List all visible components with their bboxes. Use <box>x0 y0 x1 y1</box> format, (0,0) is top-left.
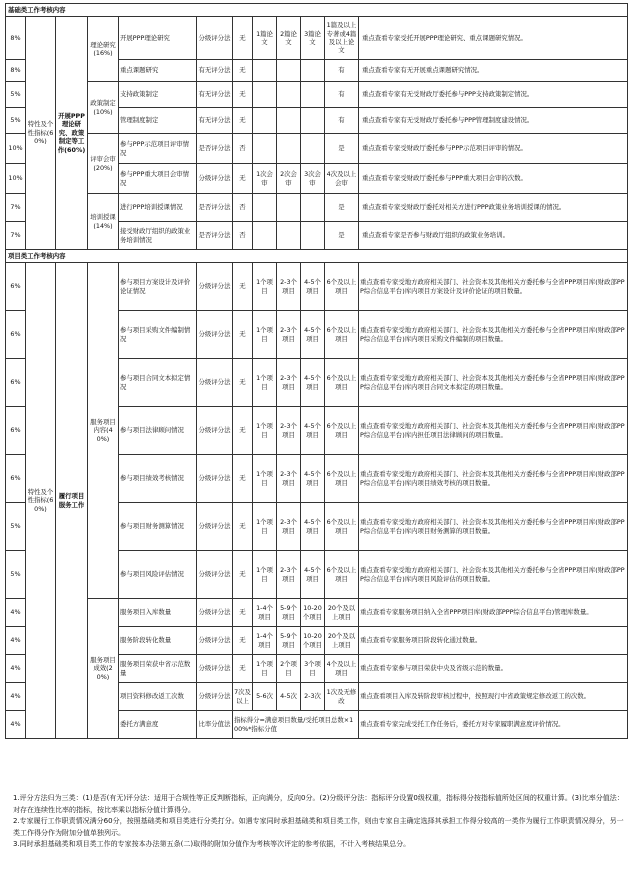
score-cell: 10-20个项目 <box>301 599 325 627</box>
score-cell: 有 <box>325 82 359 108</box>
group-cell: 服务项目成效(20%) <box>88 599 119 739</box>
score-cell <box>277 60 301 82</box>
score-cell: 6个及以上项目 <box>325 503 359 551</box>
note-3: 3.同时承担基础类和项目类工作的专家按本办法第五条(二)取得的附加分值作为考核等次评定的参考依据，不计入考核结果总分。 <box>13 840 411 848</box>
standard-cell: 重点查看专家受地方政府相关部门、社会资本及其他相关方委托参与全省PPP项目库(财政部PPP综合信息平台)库内项目风险评估的项目数量。 <box>359 551 628 599</box>
score-cell: 6个及以上项目 <box>325 311 359 359</box>
score-cell: 无 <box>233 551 253 599</box>
score-cell: 3次会审 <box>301 164 325 194</box>
standard-cell: 重点查看专家服务项目阶段转化通过数量。 <box>359 627 628 655</box>
method-cell: 分级评分法 <box>197 655 233 683</box>
method-cell: 是否评分法 <box>197 222 233 250</box>
item-cell: 重点课题研究 <box>119 60 197 82</box>
weight-cell: 4% <box>6 655 26 683</box>
score-cell: 无 <box>233 627 253 655</box>
weight-cell: 7% <box>6 222 26 250</box>
score-cell: 4-5个项目 <box>301 503 325 551</box>
score-cell: 6个及以上项目 <box>325 263 359 311</box>
score-cell: 5-9个项目 <box>277 599 301 627</box>
score-cell: 1个项目 <box>253 359 277 407</box>
note-2: 2.专家履行工作职责情况满分60分，按照基础类和项目类进行分类打分。如遇专家同时承担基础类和项目类工作，则由专家自主确定选择其承担工作得分较高的一类作为履行工作职责情况得分，另一类工作得分作为附加分值单独列示。 <box>13 817 624 837</box>
item-cell: 参与PPP重大项目会审情况 <box>119 164 197 194</box>
score-cell: 2-3个项目 <box>277 359 301 407</box>
score-cell: 2-3次 <box>301 683 325 711</box>
score-cell: 无 <box>233 359 253 407</box>
weight-cell: 4% <box>6 627 26 655</box>
standard-cell: 重点查看专家是否参与财政厅组织的政策业务培训。 <box>359 222 628 250</box>
assessment-table <box>5 3 628 739</box>
score-cell <box>301 222 325 250</box>
weight-cell: 8% <box>6 60 26 82</box>
item-cell: 进行PPP培训授课情况 <box>119 194 197 222</box>
score-cell: 无 <box>233 60 253 82</box>
score-cell: 1-4个项目 <box>253 627 277 655</box>
score-cell: 1个项目 <box>253 655 277 683</box>
weight-cell: 8% <box>6 17 26 60</box>
score-cell: 有 <box>325 108 359 134</box>
score-cell: 2-3个项目 <box>277 311 301 359</box>
score-cell: 无 <box>233 17 253 60</box>
method-cell: 比率分值法 <box>197 711 233 739</box>
group-cell: 政策制定(10%) <box>88 82 119 134</box>
score-cell <box>277 108 301 134</box>
note-1: 1.评分方法归为三类：(1)是否(有无)评分法：适用于合规性等正反判断指标，正向满分，反向0分。(2)分级评分法：指标评分设置0级权重，指标得分按指标值所处区间的权重计算。(3)比率分值法：对存在连续性比率的指标，按比率乘以指标分值计算得分。 <box>13 794 624 814</box>
score-cell <box>253 108 277 134</box>
score-cell: 1个项目 <box>253 455 277 503</box>
score-cell: 2-3个项目 <box>277 503 301 551</box>
score-cell: 无 <box>233 655 253 683</box>
score-cell <box>253 82 277 108</box>
score-cell: 无 <box>233 407 253 455</box>
score-cell: 6个及以上项目 <box>325 407 359 455</box>
weight-cell: 10% <box>6 134 26 164</box>
standard-cell: 重点查看专家受地方政府相关部门、社会资本及其他相关方委托参与全省PPP项目库(财政部PPP综合信息平台)库内项目采购文件编制的项目数量。 <box>359 311 628 359</box>
item-cell: 开展PPP理论研究 <box>119 17 197 60</box>
score-cell: 无 <box>233 263 253 311</box>
standard-cell: 重点查看项目入库及转阶段审核过程中，按照现行中省政策规定修改返工的次数。 <box>359 683 628 711</box>
weight-cell: 6% <box>6 263 26 311</box>
method-cell: 有无评分法 <box>197 108 233 134</box>
score-cell: 4-5个项目 <box>301 407 325 455</box>
standard-cell: 重点查看专家参与项目荣获中央及省级示范的数量。 <box>359 655 628 683</box>
score-cell: 3篇论文 <box>301 17 325 60</box>
method-cell: 分级评分法 <box>197 359 233 407</box>
weight-cell: 4% <box>6 599 26 627</box>
score-cell <box>253 194 277 222</box>
method-cell: 分级评分法 <box>197 599 233 627</box>
score-cell: 2篇论文 <box>277 17 301 60</box>
group-cell: 理论研究(16%) <box>88 17 119 82</box>
score-cell: 4-5个项目 <box>301 455 325 503</box>
method-cell: 分级评分法 <box>197 551 233 599</box>
method-cell: 是否评分法 <box>197 194 233 222</box>
weight-cell: 4% <box>6 683 26 711</box>
standard-cell: 重点查看专家受地方政府相关部门、社会资本及其他相关方委托参与全省PPP项目库(财政部PPP综合信息平台)库内项目财务测算的项目数量。 <box>359 503 628 551</box>
standard-cell: 重点查看专家受财政厅委托参与PPP示范项目评审的情况。 <box>359 134 628 164</box>
score-cell: 无 <box>233 108 253 134</box>
score-cell: 4-5次 <box>277 683 301 711</box>
item-cell: 接受财政厅组织的政策业务培训情况 <box>119 222 197 250</box>
weight-cell: 6% <box>6 455 26 503</box>
score-cell <box>277 194 301 222</box>
score-cell: 是 <box>325 134 359 164</box>
score-cell: 6个及以上项目 <box>325 359 359 407</box>
score-cell: 2-3个项目 <box>277 407 301 455</box>
method-cell: 分级评分法 <box>197 407 233 455</box>
score-cell <box>301 108 325 134</box>
score-cell: 无 <box>233 455 253 503</box>
method-cell: 分级评分法 <box>197 263 233 311</box>
score-cell: 4-5个项目 <box>301 359 325 407</box>
score-cell: 4-5个项目 <box>301 551 325 599</box>
method-cell: 分级评分法 <box>197 17 233 60</box>
score-cell <box>253 222 277 250</box>
score-cell <box>253 60 277 82</box>
standard-cell: 重点查看专家受地方政府相关部门、社会资本及其他相关方委托参与全省PPP项目库(财政部PPP综合信息平台)库内担任项目法律顾问的项目数量。 <box>359 407 628 455</box>
score-cell: 无 <box>233 164 253 194</box>
score-cell: 20个及以上项目 <box>325 599 359 627</box>
group-cell: 服务项目内容(40%) <box>88 263 119 599</box>
score-cell: 1-4个项目 <box>253 599 277 627</box>
standard-cell: 重点查看专家受地方政府相关部门、社会资本及其他相关方委托参与全省PPP项目库(财政部PPP综合信息平台)库内项目方案设计及评价论证的项目数量。 <box>359 263 628 311</box>
weight-cell: 5% <box>6 82 26 108</box>
score-cell: 6个及以上项目 <box>325 551 359 599</box>
standard-cell: 重点查看专家受地方政府相关部门、社会资本及其他相关方委托参与全省PPP项目库(财政部PPP综合信息平台)库内项目合同文本拟定的项目数量。 <box>359 359 628 407</box>
score-cell: 1篇论文 <box>253 17 277 60</box>
score-cell: 2-3个项目 <box>277 455 301 503</box>
item-cell: 支持政策制定 <box>119 82 197 108</box>
score-cell <box>277 134 301 164</box>
score-cell: 否 <box>233 134 253 164</box>
score-cell: 2次会审 <box>277 164 301 194</box>
score-cell: 无 <box>233 599 253 627</box>
group-cell: 评审会审(20%) <box>88 134 119 194</box>
item-cell: 参与项目法律顾问情况 <box>119 407 197 455</box>
score-cell: 10-20个项目 <box>301 627 325 655</box>
item-cell: 项目资料修改返工次数 <box>119 683 197 711</box>
category-cell: 履行项目服务工作 <box>56 263 88 739</box>
score-cell: 4次及以上会审 <box>325 164 359 194</box>
standard-cell: 重点查看专家受财政厅委托参与PPP重大项目会审的次数。 <box>359 164 628 194</box>
weight-cell: 4% <box>6 711 26 739</box>
item-cell: 参与项目绩效考核情况 <box>119 455 197 503</box>
item-cell: 参与项目财务测算情况 <box>119 503 197 551</box>
score-cell <box>301 134 325 164</box>
score-cell: 7次及以上 <box>233 683 253 711</box>
method-cell: 分级评分法 <box>197 311 233 359</box>
basic-section-header: 基础类工作考核内容 <box>6 4 628 17</box>
score-cell: 否 <box>233 222 253 250</box>
score-cell: 无 <box>233 311 253 359</box>
score-cell: 4个及以上项目 <box>325 655 359 683</box>
score-cell <box>253 134 277 164</box>
standard-cell: 重点查看专家服务项目纳入全省PPP项目库(财政部PPP综合信息平台)管理库数量。 <box>359 599 628 627</box>
item-cell: 参与PPP示范项目评审情况 <box>119 134 197 164</box>
item-cell: 参与项目方案设计及评价论证情况 <box>119 263 197 311</box>
item-cell: 参与项目采购文件编制情况 <box>119 311 197 359</box>
score-cell: 1次及无修改 <box>325 683 359 711</box>
score-cell: 是 <box>325 194 359 222</box>
group-cell: 培训授课(14%) <box>88 194 119 250</box>
weight-cell: 6% <box>6 359 26 407</box>
score-cell: 3个项目 <box>301 655 325 683</box>
method-cell: 分级评分法 <box>197 455 233 503</box>
score-cell <box>301 60 325 82</box>
standard-cell: 重点查看专家受托开展PPP理论研究、重点课题研究情况。 <box>359 17 628 60</box>
weight-cell: 6% <box>6 311 26 359</box>
score-cell: 无 <box>233 503 253 551</box>
project-section-header: 项目类工作考核内容 <box>6 250 628 263</box>
standard-cell: 重点查看专家完成受托工作任务后，委托方对专家履职满意度评价情况。 <box>359 711 628 739</box>
score-cell: 1个项目 <box>253 407 277 455</box>
score-cell <box>301 194 325 222</box>
item-cell: 服务项目入库数量 <box>119 599 197 627</box>
score-cell: 1个项目 <box>253 503 277 551</box>
score-cell: 是 <box>325 222 359 250</box>
standard-cell: 重点查看专家有无受财政厅委托参与PPP管理制度建设情况。 <box>359 108 628 134</box>
method-cell: 分级评分法 <box>197 503 233 551</box>
score-cell: 4-5个项目 <box>301 311 325 359</box>
item-cell: 委托方满意度 <box>119 711 197 739</box>
weight-cell: 6% <box>6 407 26 455</box>
score-cell: 1篇及以上专著或4篇及以上论文 <box>325 17 359 60</box>
score-cell <box>301 82 325 108</box>
weight-cell: 5% <box>6 551 26 599</box>
method-cell: 分级评分法 <box>197 164 233 194</box>
method-cell: 有无评分法 <box>197 82 233 108</box>
score-cell: 有 <box>325 60 359 82</box>
standard-cell: 重点查看专家有无开展重点课题研究情况。 <box>359 60 628 82</box>
score-cell <box>277 82 301 108</box>
score-cell: 1次会审 <box>253 164 277 194</box>
item-cell: 管理制度制定 <box>119 108 197 134</box>
score-cell: 无 <box>233 82 253 108</box>
score-cell: 否 <box>233 194 253 222</box>
score-cell: 2-3个项目 <box>277 263 301 311</box>
score-cell: 20个及以上项目 <box>325 627 359 655</box>
weight-cell: 7% <box>6 194 26 222</box>
weight-cell: 5% <box>6 108 26 134</box>
item-cell: 参与项目合同文本拟定情况 <box>119 359 197 407</box>
score-cell: 4-5个项目 <box>301 263 325 311</box>
score-cell: 1个项目 <box>253 263 277 311</box>
score-cell: 2-3个项目 <box>277 551 301 599</box>
score-cell: 5-9个项目 <box>277 627 301 655</box>
method-cell: 是否评分法 <box>197 134 233 164</box>
formula-cell: 指标得分=满意项目数量/受托项目总数×100%*指标分值 <box>233 711 359 739</box>
score-cell: 5-6次 <box>253 683 277 711</box>
weight-cell: 10% <box>6 164 26 194</box>
notes <box>5 793 627 851</box>
method-cell: 有无评分法 <box>197 60 233 82</box>
score-cell: 1个项目 <box>253 551 277 599</box>
standard-cell: 重点查看专家受财政厅委托对相关方进行PPP政策业务培训授课的情况。 <box>359 194 628 222</box>
item-cell: 服务项目荣获中省示范数量 <box>119 655 197 683</box>
score-cell: 6个及以上项目 <box>325 455 359 503</box>
item-cell: 服务阶段转化数量 <box>119 627 197 655</box>
item-cell: 参与项目风险评估情况 <box>119 551 197 599</box>
category-cell: 开展PPP理论研究、政策制定等工作(60%) <box>56 17 88 250</box>
score-cell: 2个项目 <box>277 655 301 683</box>
standard-cell: 重点查看专家有无受财政厅委托参与PPP支持政策制定情况。 <box>359 82 628 108</box>
method-cell: 分级评分法 <box>197 683 233 711</box>
score-cell: 1个项目 <box>253 311 277 359</box>
method-cell: 分级评分法 <box>197 627 233 655</box>
nature-cell: 特性及个性指标(60%) <box>26 17 56 250</box>
weight-cell: 5% <box>6 503 26 551</box>
nature-cell: 特性及个性指标(60%) <box>26 263 56 739</box>
score-cell <box>277 222 301 250</box>
standard-cell: 重点查看专家受地方政府相关部门、社会资本及其他相关方委托参与全省PPP项目库(财政部PPP综合信息平台)库内项目绩效考核的项目数量。 <box>359 455 628 503</box>
